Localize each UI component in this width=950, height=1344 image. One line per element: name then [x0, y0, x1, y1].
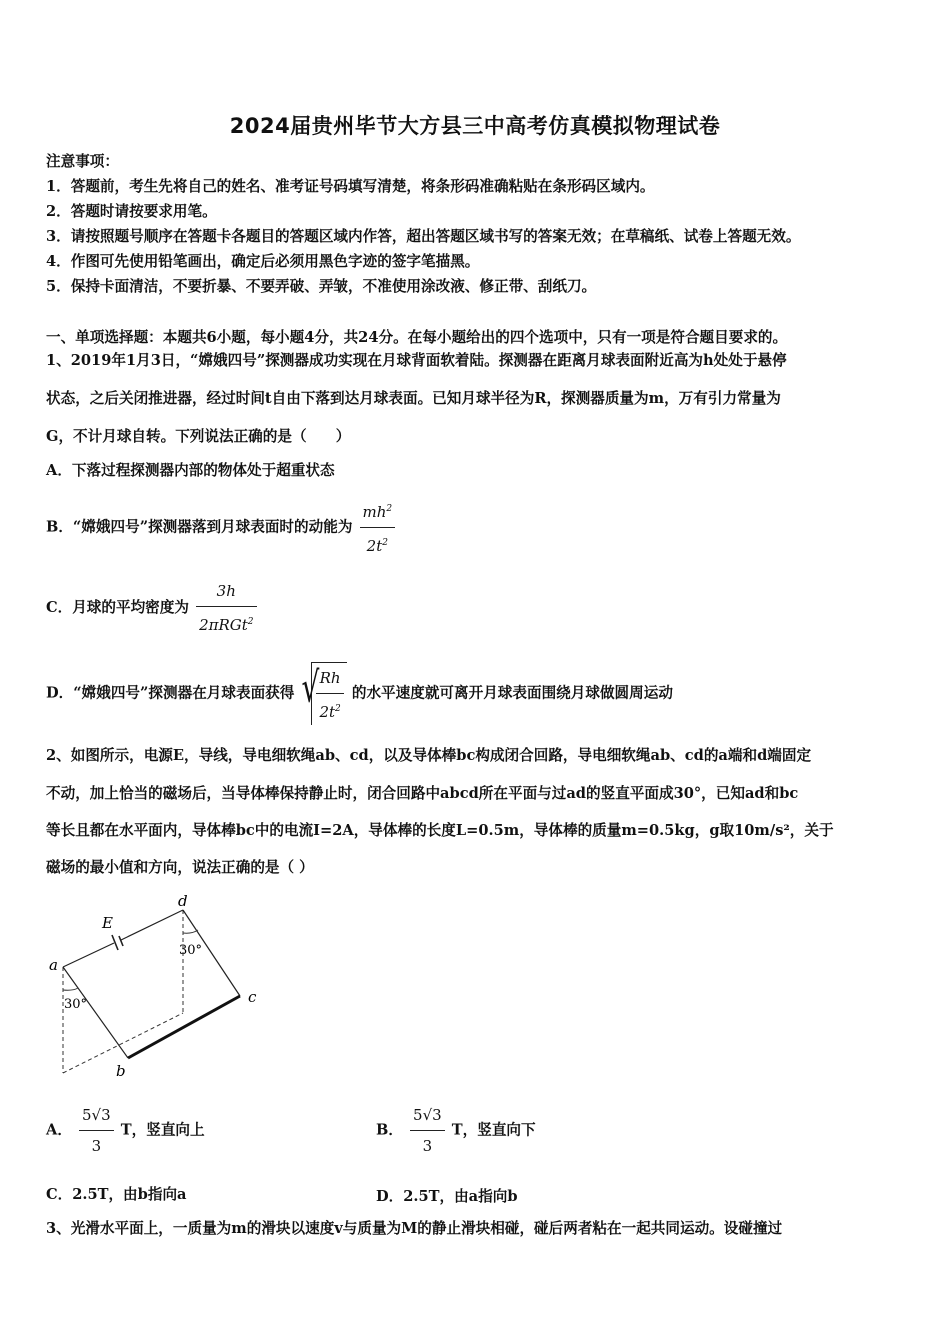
q2-option-d: D．2.5T，由a指向b	[376, 1188, 518, 1205]
q1-option-c-numerator: 3h	[216, 582, 236, 600]
angle-label-right: 30°	[179, 943, 203, 958]
conductor-rod-bc	[128, 996, 240, 1058]
exponent: 2	[335, 704, 341, 714]
q2-option-b-fraction	[410, 1102, 445, 1159]
q2-option-b	[376, 1102, 536, 1159]
label-c: c	[248, 988, 257, 1006]
q1-stem-line-3: G，不计月球自转。下列说法正确的是（ ）	[46, 428, 351, 445]
q1-option-c	[46, 578, 259, 638]
q1-option-b	[46, 496, 397, 559]
q2-option-b-denominator: 3	[410, 1130, 445, 1159]
battery-plate-long	[112, 935, 118, 950]
q2-option-a-label: A．	[46, 1121, 72, 1139]
q1-option-d-denominator: 2t	[319, 703, 336, 721]
exam-title: 2024届贵州毕节大方县三中高考仿真模拟物理试卷	[229, 114, 721, 138]
q2-option-a-denominator: 3	[79, 1130, 114, 1159]
exponent: 2	[382, 538, 388, 548]
exponent: 2	[247, 617, 254, 627]
angle-arc-right	[183, 930, 198, 933]
q1-option-d-sqrt	[301, 662, 346, 725]
q1-option-a: A．下落过程探测器内部的物体处于超重状态	[46, 462, 335, 479]
q2-option-b-numerator: 5√3	[413, 1106, 442, 1124]
q1-stem-line-2: 状态，之后关闭推进器，经过时间t自由下落到达月球表面。已知月球半径为R，探测器质量为m，万有引力常量为	[46, 390, 781, 407]
radical-sign: √	[301, 662, 320, 712]
q2-option-b-label: B．	[376, 1121, 403, 1139]
q2-option-c: C．2.5T，由b指向a	[46, 1186, 187, 1203]
wire-battery-d	[121, 910, 183, 940]
q1-option-b-denominator: 2t	[366, 537, 383, 555]
q1-option-b-numerator: mh	[362, 503, 387, 521]
q1-option-d-numerator: Rh	[319, 669, 341, 687]
q2-stem-line-4: 磁场的最小值和方向，说法正确的是（ ）	[46, 859, 314, 876]
wire-a-battery	[63, 943, 114, 967]
circuit-figure	[40, 890, 270, 1085]
label-a: a	[49, 956, 58, 974]
notice-item-5: 5．保持卡面清洁，不要折暴、不要弄破、弄皱，不准使用涂改液、修正带、刮纸刀。	[46, 278, 597, 295]
q1-option-d-fraction	[316, 665, 343, 725]
q1-option-d-text: D．“嫦娥四号”探测器在月球表面获得	[46, 684, 295, 702]
notice-item-4: 4．作图可先使用铅笔画出，确定后必须用黑色字迹的签字笔描黑。	[46, 253, 480, 270]
q2-stem-line-3: 等长且都在水平面内，导体棒bc中的电流I=2A，导体棒的长度L=0.5m，导体棒的质量m=0.5kg，g取10m/s²，关于	[46, 822, 834, 839]
q2-option-a-tail: T，竖直向上	[120, 1121, 205, 1139]
angle-arc-left	[63, 988, 78, 990]
section-heading: 一、单项选择题：本题共6小题，每小题4分，共24分。在每小题给出的四个选项中，只有一项是符合题目要求的。	[46, 329, 788, 346]
label-d: d	[178, 892, 188, 910]
soft-wire-ab	[63, 967, 128, 1058]
q2-stem-line-1: 2、如图所示，电源E，导线，导电细软绳ab、cd，以及导体棒bc构成闭合回路，导电细软绳ab、cd的a端和d端固定	[46, 747, 812, 764]
q1-option-d	[46, 662, 673, 725]
q1-option-c-denominator: 2πRGt	[199, 616, 248, 634]
q2-option-a-numerator: 5√3	[82, 1106, 111, 1124]
q1-option-d-tail: 的水平速度就可离开月球表面围绕月球做圆周运动	[351, 684, 673, 702]
exponent: 2	[386, 504, 393, 514]
label-b: b	[116, 1062, 126, 1080]
q2-option-b-tail: T，竖直向下	[451, 1121, 536, 1139]
q1-option-b-fraction	[360, 496, 396, 559]
q2-stem-line-2: 不动，加上恰当的磁场后，当导体棒保持静止时，闭合回路中abcd所在平面与过ad的竖直平面成30°，已知ad和bc	[46, 785, 799, 802]
battery-plate-short	[119, 936, 123, 946]
label-e: E	[102, 914, 113, 932]
angle-label-left: 30°	[64, 997, 88, 1012]
notice-heading: 注意事项：	[46, 153, 119, 170]
notice-item-3: 3．请按照题号顺序在答题卡各题目的答题区域内作答，超出答题区域书写的答案无效；在草稿纸、试卷上答题无效。	[46, 228, 801, 245]
q1-stem-line-1: 1、2019年1月3日，“嫦娥四号”探测器成功实现在月球背面软着陆。探测器在距离月球表面附近高为h处处于悬停	[46, 352, 787, 369]
q3-stem-line-1: 3、光滑水平面上，一质量为m的滑块以速度v与质量为M的静止滑块相碰，碰后两者粘在一起共同运动。设碰撞过	[46, 1220, 783, 1237]
notice-item-1: 1．答题前，考生先将自己的姓名、准考证号码填写清楚，将条形码准确粘贴在条形码区域内。	[46, 178, 655, 195]
q1-option-c-fraction	[196, 578, 256, 638]
q1-option-b-text: B．“嫦娥四号”探测器落到月球表面时的动能为	[46, 518, 353, 536]
notice-item-2: 2．答题时请按要求用笔。	[46, 203, 217, 220]
q2-option-a	[46, 1102, 205, 1159]
q2-option-a-fraction	[79, 1102, 114, 1159]
q1-option-c-text: C．月球的平均密度为	[46, 599, 189, 616]
